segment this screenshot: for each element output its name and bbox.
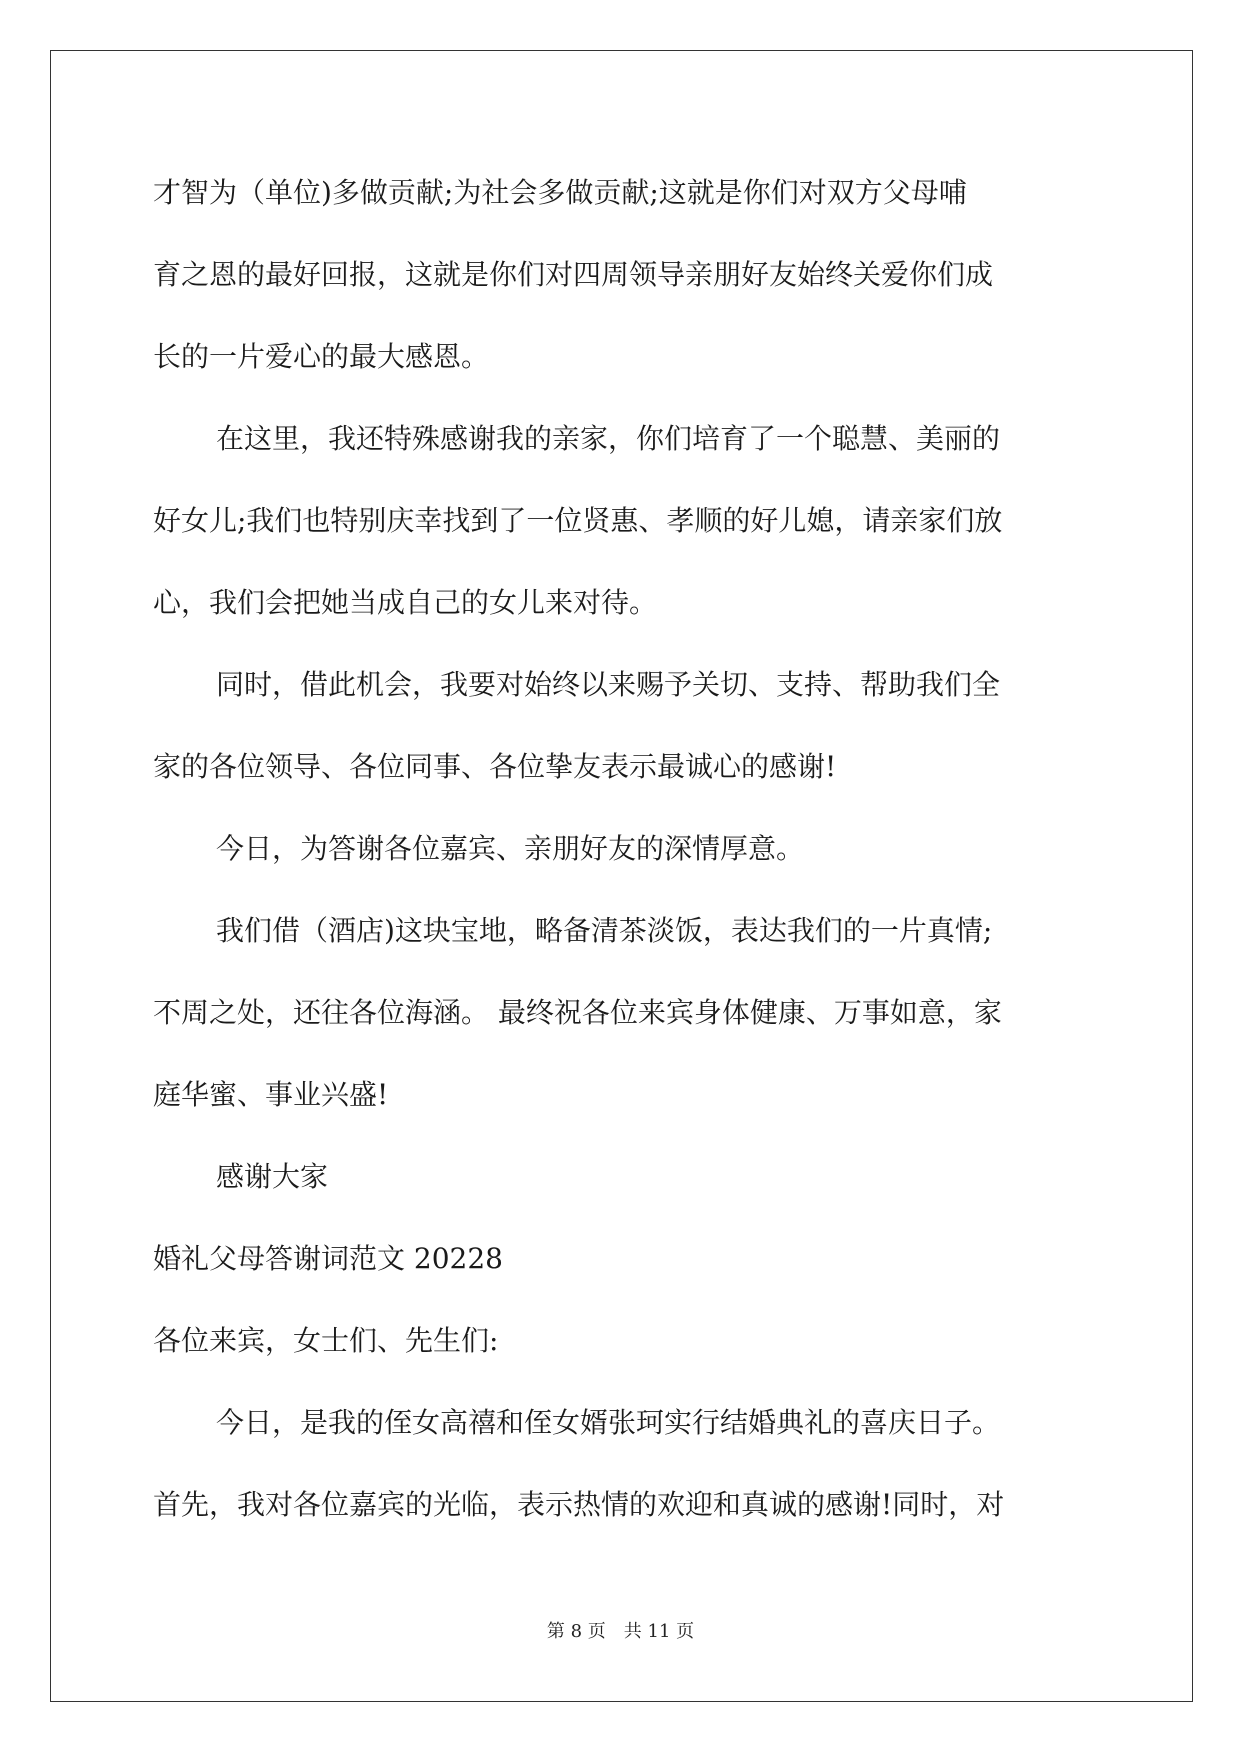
- text-line: 各位来宾，女士们、先生们:: [153, 1324, 499, 1357]
- text-line: 育之恩的最好回报，这就是你们对四周领导亲朋好友始终关爱你们成: [153, 258, 994, 291]
- text-line: 今日，为答谢各位嘉宾、亲朋好友的深情厚意。: [216, 832, 805, 865]
- page-number-footer: 第 8 页 共 11 页: [546, 1621, 695, 1642]
- text-line: 同时，借此机会，我要对始终以来赐予关切、支持、帮助我们全: [216, 668, 1001, 701]
- text-line: 我们借（酒店)这块宝地，略备清茶淡饭，表达我们的一片真情;: [216, 914, 993, 947]
- text-line: 好女儿;我们也特别庆幸找到了一位贤惠、孝顺的好儿媳，请亲家们放: [153, 504, 1003, 537]
- text-line: 首先，我对各位嘉宾的光临，表示热情的欢迎和真诚的感谢!同时，对: [153, 1488, 1005, 1521]
- text-line: 长的一片爱心的最大感恩。: [153, 340, 490, 373]
- document-body: [153, 152, 1088, 1546]
- text-line: 家的各位领导、各位同事、各位挚友表示最诚心的感谢!: [153, 750, 837, 783]
- text-line: 心，我们会把她当成自己的女儿来对待。: [153, 586, 658, 619]
- text-line: 感谢大家: [216, 1160, 329, 1193]
- text-line: 在这里，我还特殊感谢我的亲家，你们培育了一个聪慧、美丽的: [216, 422, 1001, 455]
- section-heading: 婚礼父母答谢词范文 20228: [153, 1242, 503, 1275]
- text-line: 不周之处，还往各位海涵。 最终祝各位来宾身体健康、万事如意，家: [153, 996, 1002, 1029]
- text-line: 才智为（单位)多做贡献;为社会多做贡献;这就是你们对双方父母哺: [153, 176, 967, 209]
- text-line: 庭华蜜、事业兴盛!: [153, 1078, 389, 1111]
- text-line: 今日，是我的侄女高禧和侄女婿张珂实行结婚典礼的喜庆日子。: [216, 1406, 1001, 1439]
